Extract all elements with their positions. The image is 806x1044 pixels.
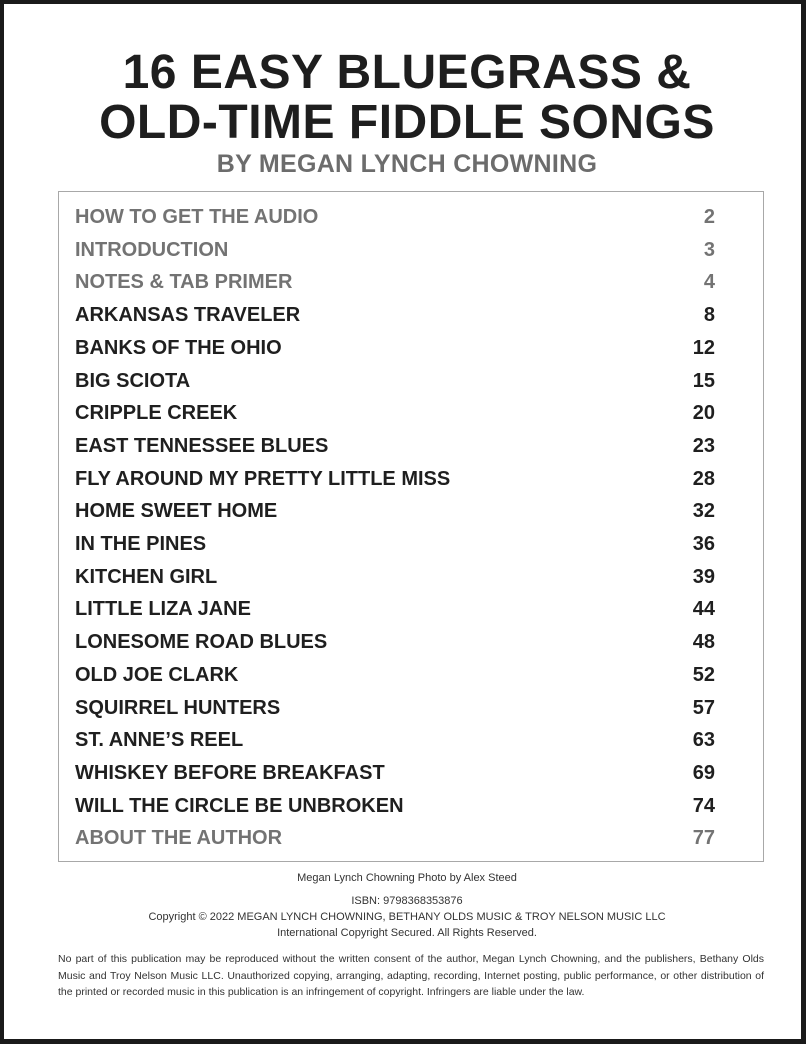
- table-of-contents: [58, 191, 764, 862]
- toc-entry: [75, 725, 715, 755]
- toc-entry: [75, 562, 715, 592]
- toc-entry: [75, 267, 715, 297]
- toc-entry: [75, 431, 715, 461]
- toc-entry-title: SQUIRREL HUNTERS: [75, 696, 281, 719]
- toc-entry: [75, 823, 715, 853]
- toc-entry-title: LITTLE LIZA JANE: [75, 598, 251, 621]
- toc-entry-title: WILL THE CIRCLE BE UNBROKEN: [75, 794, 404, 817]
- toc-entry-title: BIG SCIOTA: [75, 369, 191, 392]
- toc-entry-page-number: 28: [692, 467, 715, 490]
- toc-entry-title: FLY AROUND MY PRETTY LITTLE MISS: [75, 467, 451, 490]
- toc-entry-page-number: 20: [692, 402, 715, 425]
- rights-line: International Copyright Secured. All Rights Reserved.: [277, 927, 537, 939]
- toc-entry-title: INTRODUCTION: [75, 238, 229, 261]
- toc-entry: [75, 594, 715, 624]
- toc-entry-page-number: 63: [692, 729, 715, 752]
- toc-entry: [75, 398, 715, 428]
- toc-entry-page-number: 2: [703, 206, 715, 228]
- toc-entry-page-number: 77: [692, 827, 715, 850]
- toc-entry-title: WHISKEY BEFORE BREAKFAST: [75, 761, 385, 784]
- toc-entry: [75, 300, 715, 330]
- author-byline: BY MEGAN LYNCH CHOWNING: [216, 150, 598, 178]
- toc-entry-page-number: 44: [692, 598, 715, 621]
- toc-entry: [75, 627, 715, 657]
- toc-entry-title: LONESOME ROAD BLUES: [75, 631, 328, 654]
- toc-entry-page-number: 3: [703, 238, 715, 261]
- toc-entry-title: BANKS OF THE OHIO: [75, 336, 282, 359]
- toc-entry-title: HOW TO GET THE AUDIO: [75, 206, 319, 228]
- toc-entry-title: IN THE PINES: [75, 533, 207, 555]
- toc-entry-page-number: 57: [692, 696, 715, 719]
- isbn: ISBN: 9798368353876: [351, 895, 463, 907]
- toc-entry: [75, 202, 715, 232]
- toc-entry-title: CRIPPLE CREEK: [75, 402, 238, 425]
- toc-entry-title: KITCHEN GIRL: [75, 565, 218, 588]
- toc-entry-page-number: 12: [692, 336, 715, 359]
- toc-entry-title: ST. ANNE’S REEL: [75, 729, 244, 752]
- copyright-line: Copyright © 2022 MEGAN LYNCH CHOWNING, BETHANY OLDS MUSIC & TROY NELSON MUSIC LLC: [148, 911, 666, 923]
- toc-entry-page-number: 23: [692, 434, 715, 457]
- toc-entry-title: NOTES & TAB PRIMER: [75, 271, 293, 294]
- toc-entry-title: HOME SWEET HOME: [75, 500, 278, 523]
- toc-entry: [75, 235, 715, 265]
- toc-entry-page-number: 52: [692, 663, 715, 686]
- photo-credit: Megan Lynch Chowning Photo by Alex Steed: [297, 872, 517, 884]
- toc-entry-page-number: 8: [703, 304, 715, 327]
- legal-notice: No part of this publication may be reproduced without the written consent of the author, Megan Lynch Chowning, and the publishers, Bethany Olds Music and Troy Nelson Music LLC. Unauthorized copying, arranging, adapting, recording, Internet posting, public performance, or other distribution of the printed or recorded music in this publication is an infringement of copyright. Infringers are liable under the law.: [58, 953, 764, 998]
- toc-entry-page-number: 39: [692, 565, 715, 588]
- book-title-line-1: 16 EASY BLUEGRASS &: [122, 46, 692, 99]
- toc-entry-page-number: 48: [692, 631, 715, 654]
- toc-entry: [75, 660, 715, 690]
- toc-entry-page-number: 69: [692, 761, 715, 784]
- toc-entry-page-number: 36: [692, 533, 715, 555]
- toc-entry-page-number: 74: [692, 794, 715, 817]
- toc-entry-title: ARKANSAS TRAVELER: [75, 304, 301, 327]
- toc-entry: [75, 366, 715, 396]
- toc-entry-title: ABOUT THE AUTHOR: [75, 827, 283, 850]
- toc-entry-page-number: 4: [703, 271, 715, 294]
- toc-entry: [75, 529, 715, 559]
- toc-entry: [75, 693, 715, 723]
- toc-entry-page-number: 32: [692, 500, 715, 523]
- book-title-line-2: OLD-TIME FIDDLE SONGS: [99, 96, 715, 149]
- toc-entry: [75, 464, 715, 494]
- toc-entry-title: EAST TENNESSEE BLUES: [75, 434, 329, 457]
- toc-entry-page-number: 15: [692, 369, 715, 392]
- toc-entry-title: OLD JOE CLARK: [75, 663, 239, 686]
- toc-entry: [75, 758, 715, 788]
- toc-entry: [75, 333, 715, 363]
- toc-entry: [75, 496, 715, 526]
- toc-entry: [75, 791, 715, 821]
